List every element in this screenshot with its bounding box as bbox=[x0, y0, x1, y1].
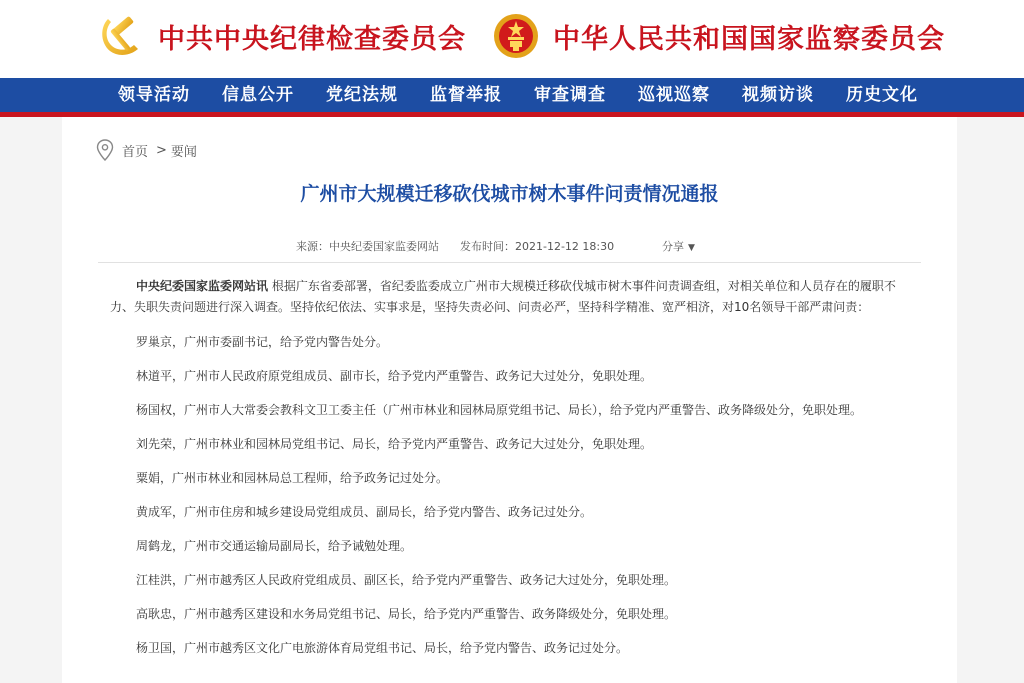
nav-item-report[interactable]: 监督举报 bbox=[430, 85, 502, 105]
divider bbox=[98, 262, 921, 263]
nav-item-investigation[interactable]: 审查调查 bbox=[534, 85, 606, 105]
site-header bbox=[0, 0, 1024, 78]
nav-item-history[interactable]: 历史文化 bbox=[846, 85, 918, 105]
list-item: 杨卫国，广州市越秀区文化广电旅游体育局党组书记、局长，给予党内警告、政务记过处分。 bbox=[136, 641, 629, 655]
article-page bbox=[62, 117, 957, 683]
list-item: 粟娟，广州市林业和园林局总工程师，给予政务记过处分。 bbox=[136, 471, 449, 485]
list-item: 周鹤龙，广州市交通运输局副局长，给予诫勉处理。 bbox=[136, 539, 413, 553]
national-emblem-icon bbox=[493, 13, 539, 59]
nsc-title: 中华人民共和国国家监察委员会 bbox=[553, 23, 945, 55]
nsc-brand[interactable] bbox=[493, 14, 945, 58]
nav-item-regulations[interactable]: 党纪法规 bbox=[326, 85, 398, 105]
ccdi-title: 中共中央纪律检查委员会 bbox=[158, 23, 466, 55]
share-button[interactable] bbox=[662, 238, 695, 254]
chevron-down-icon: ▼ bbox=[688, 243, 695, 253]
breadcrumb-separator: > bbox=[156, 142, 167, 158]
list-item: 杨国权，广州市人大常委会教科文卫工委主任（广州市林业和园林局原党组书记、局长），给予党内严重警告、政务降级处分，免职处理。 bbox=[136, 403, 863, 417]
time-label: 发布时间： bbox=[460, 240, 515, 253]
intro-text: 根据广东省委部署，省纪委监委成立广州市大规模迁移砍伐城市树木事件问责调查组，对相关单位和人员存在的履职不力、失职失责问题进行深入调查。坚持依纪依法、实事求是，坚持失责必问、问责必严，坚持科学精准、宽严相济，对10名领导干部严肃问责： bbox=[110, 279, 896, 314]
nav-item-video[interactable]: 视频访谈 bbox=[742, 85, 814, 105]
article-title: 广州市大规模迁移砍伐城市树木事件问责情况通报 bbox=[300, 183, 719, 205]
list-item: 黄成军，广州市住房和城乡建设局党组成员、副局长，给予党内警告、政务记过处分。 bbox=[136, 505, 593, 519]
hammer-sickle-icon bbox=[98, 13, 144, 59]
main-nav bbox=[0, 78, 1024, 112]
article-source bbox=[296, 238, 439, 254]
list-item: 高耿忠，广州市越秀区建设和水务局党组书记、局长，给予党内严重警告、政务降级处分，免职处理。 bbox=[136, 607, 677, 621]
breadcrumb bbox=[96, 139, 197, 161]
time-value: 2021-12-12 18:30 bbox=[515, 240, 615, 253]
source-value: 中央纪委国家监委网站 bbox=[329, 240, 439, 253]
location-pin-icon bbox=[96, 139, 114, 161]
breadcrumb-home[interactable]: 首页 bbox=[122, 144, 149, 160]
lead-text: 中央纪委国家监委网站讯 bbox=[136, 279, 269, 293]
intro-paragraph bbox=[110, 276, 908, 318]
source-label: 来源： bbox=[296, 240, 329, 253]
list-item: 江桂洪，广州市越秀区人民政府党组成员、副区长，给予党内严重警告、政务记大过处分，免职处理。 bbox=[136, 573, 677, 587]
nav-item-inspection[interactable]: 巡视巡察 bbox=[638, 85, 710, 105]
list-item: 刘先荣，广州市林业和园林局党组书记、局长，给予党内严重警告、政务记大过处分，免职处理。 bbox=[136, 437, 653, 451]
article-time bbox=[460, 238, 614, 254]
ccdi-brand[interactable] bbox=[98, 14, 466, 58]
breadcrumb-current[interactable]: 要闻 bbox=[170, 144, 197, 160]
share-label: 分享 bbox=[662, 240, 684, 253]
nav-item-leadership[interactable]: 领导活动 bbox=[118, 85, 190, 105]
article-meta bbox=[62, 238, 957, 256]
article-body bbox=[110, 276, 908, 658]
nav-items bbox=[104, 78, 936, 112]
list-item: 罗巢京，广州市委副书记，给予党内警告处分。 bbox=[136, 335, 389, 349]
list-item: 林道平，广州市人民政府原党组成员、副市长，给予党内严重警告、政务记大过处分，免职处理。 bbox=[136, 369, 653, 383]
nav-item-info-disclosure[interactable]: 信息公开 bbox=[222, 85, 294, 105]
